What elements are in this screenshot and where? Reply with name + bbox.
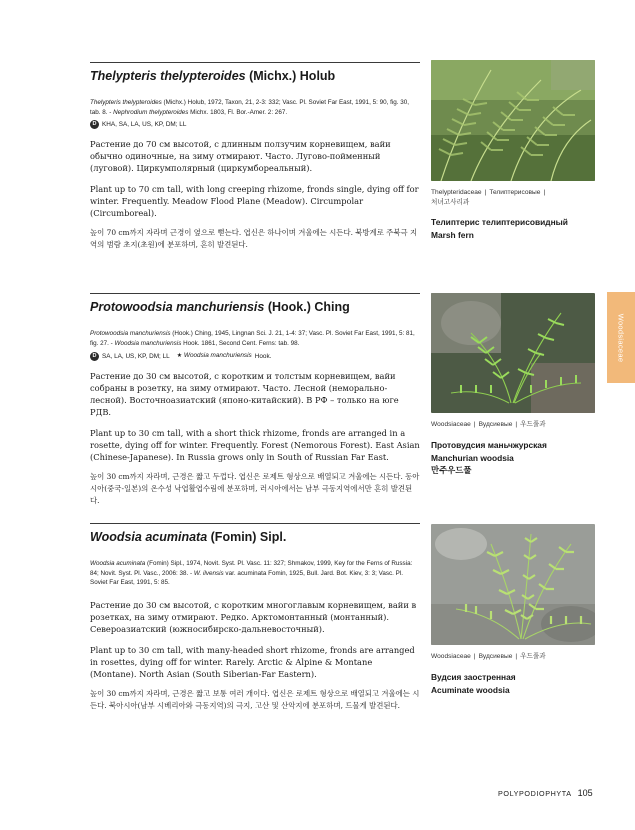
species-entry-3 xyxy=(90,523,420,712)
species-names-3 xyxy=(431,652,611,696)
family-names: Thelypteridaceae | Телиптерисовые | xyxy=(431,189,546,196)
section-side-tab: Woodsiaceae xyxy=(607,292,635,383)
common-name-en: Acuminate woodsia xyxy=(431,684,510,695)
species-title: Thelypteris thelypteroides (Michx.) Holub xyxy=(90,69,336,83)
species-title: Protowoodsia manchuriensis (Hook.) Ching xyxy=(90,300,350,314)
entry-divider xyxy=(90,293,420,294)
distribution-line: D KHA, SA, LA, US, KP, DM; LL xyxy=(90,120,420,129)
species-title: Woodsia acuminata (Fomin) Sipl. xyxy=(90,530,287,544)
distribution-line: D SA, LA, US, KP, DM; LL ★ Woodsia manchuriensis Hook. xyxy=(90,351,420,361)
description-ru: Растение до 30 см высотой, с коротким многоглавым корневищем, вайи в розетках, на зиму отмирают. Редко. Арктомонтанный (монтанный). Североазиатский (южносибирско-дальневосточный). xyxy=(90,599,417,634)
common-name-ru: Протовудсия маньчжурская xyxy=(431,440,547,450)
description-ko: 높이 70 cm까지 자라며 근경이 옆으로 뻗는다. 엽신은 하나이며 겨울에는 시든다. 북방계로 주북극 지역의 범람 초지(초원)에 분포하며, 흔히 발견된다. xyxy=(90,228,418,249)
entry-divider xyxy=(90,62,420,63)
fern-photo-icon xyxy=(431,524,595,645)
family-korean: 처녀고사리과 xyxy=(431,199,470,206)
citation: Thelypteris thelypteroides (Michx.) Holub, 1972, Taxon, 21, 2-3: 332; Vasc. Pl. Soviet Far East, 1991, 5: 90, fig. 30, tab. 8. - Nephrodium thelypteroides Michx. 1803, Fl. Bor.-Amer. 2: 267. xyxy=(90,99,409,116)
description-en: Plant up to 30 cm tall, with many-headed short rhizome, fronds are arranged in rosettes, dying off for winter. Rarely. Arctic & Alpine & Montane (Montane). North Asian (South Siberian-Far Eastern). xyxy=(90,644,415,679)
description-en: Plant up to 70 cm tall, with long creeping rhizome, fronds single, dying off for winter. Frequently. Meadow Flood Plane (Meadow). Circumpolar (Circumboreal). xyxy=(90,184,419,218)
common-name-ko: 만주우드풀 xyxy=(431,465,472,475)
distribution-badge: D xyxy=(90,120,99,129)
fern-photo-icon xyxy=(431,60,595,181)
page-footer xyxy=(498,788,593,798)
description-ko: 높이 30 cm까지 자라며, 근경은 짧고 두껍다. 엽신은 로제트 형상으로 배열되고 겨울에는 시든다. 동아시아(중국-일본)의 온수성 낙엽활엽수림에 분포하며, 러시아에서는 남부 극동지역에서만 흔히 발견된다. xyxy=(90,472,420,505)
family-names: Woodsiaceae | Вудсиевые | 우드풀과 xyxy=(431,421,546,428)
common-name-ru: Вудсия заостренная xyxy=(431,672,516,682)
distribution-badge: D xyxy=(90,352,99,361)
entry-divider xyxy=(90,523,420,524)
description-ru: Растение до 30 см высотой, с коротким и толстым корневищем, вайи собраны в розетку, на зиму отмирают. Часто. Лесной (неморально-лесной). Восточноазиатский (японо-китайский). В РФ – только на юге РДВ. xyxy=(90,371,399,417)
description-en: Plant up to 30 cm tall, with a short thick rhizome, fronds are arranged in a rosette, dying off for winter. Frequently. Forest (Nemorous Forest). East Asian (Chinese-Japanese). In Russia grows only in South of Russian Far East. xyxy=(90,428,420,462)
page-number: 105 xyxy=(577,788,593,798)
citation: Woodsia acuminata (Fomin) Sipl., 1974, Novit. Syst. Pl. Vasc. 11: 327; Shmakov, 1999, Key for the Ferns of Russia: 84; Novit. Syst. Pl. Vasc., 2006: 38. - W. ilvensis var. acuminata Fomin, 1925, Bull. Jard. Bot. Kiev, 3: 3; Vasc. Pl. Soviet Far East, 1991, 5: 85. xyxy=(90,560,413,586)
common-name-ru: Телиптерис телиптерисовидный xyxy=(431,217,568,227)
species-entry-2 xyxy=(90,293,420,507)
common-name-en: Manchurian woodsia xyxy=(431,452,514,463)
fern-photo-icon xyxy=(431,293,595,413)
footer-section: POLYPODIOPHYTA xyxy=(498,789,572,798)
citation: Protowoodsia manchuriensis (Hook.) Ching, 1945, Lingnan Sci. J. 21, 1-4: 37; Vasc. Pl. Soviet Far East, 1991, 5: 81, fig. 27. - Woodsia manchuriensis Hook. 1861, Second Cent. Ferns: tab. 98. xyxy=(90,330,415,347)
species-names-1 xyxy=(431,188,611,241)
common-name-en: Marsh fern xyxy=(431,229,474,240)
description-ko: 높이 30 cm까지 자라며, 근경은 짧고 보통 여러 개이다. 엽신은 로제트 형상으로 배열되고 겨울에는 시든다. 북아시아(남부 시베리아와 극동지역)의 극지, 고산 및 산악지에 분포하며, 드물게 발견된다. xyxy=(90,688,420,710)
star-icon: ★ xyxy=(176,353,183,359)
species-names-2 xyxy=(431,420,611,477)
description-ru: Растение до 70 см высотой, с длинным ползучим корневищем, вайи обычно одиночные, на зиму отмирают. Часто. Лугово-пойменный (луговой). Циркумполярный (циркумбореальный). xyxy=(90,139,391,173)
species-entry-1 xyxy=(90,62,420,251)
family-names: Woodsiaceae | Вудсиевые | 우드풀과 xyxy=(431,653,546,660)
